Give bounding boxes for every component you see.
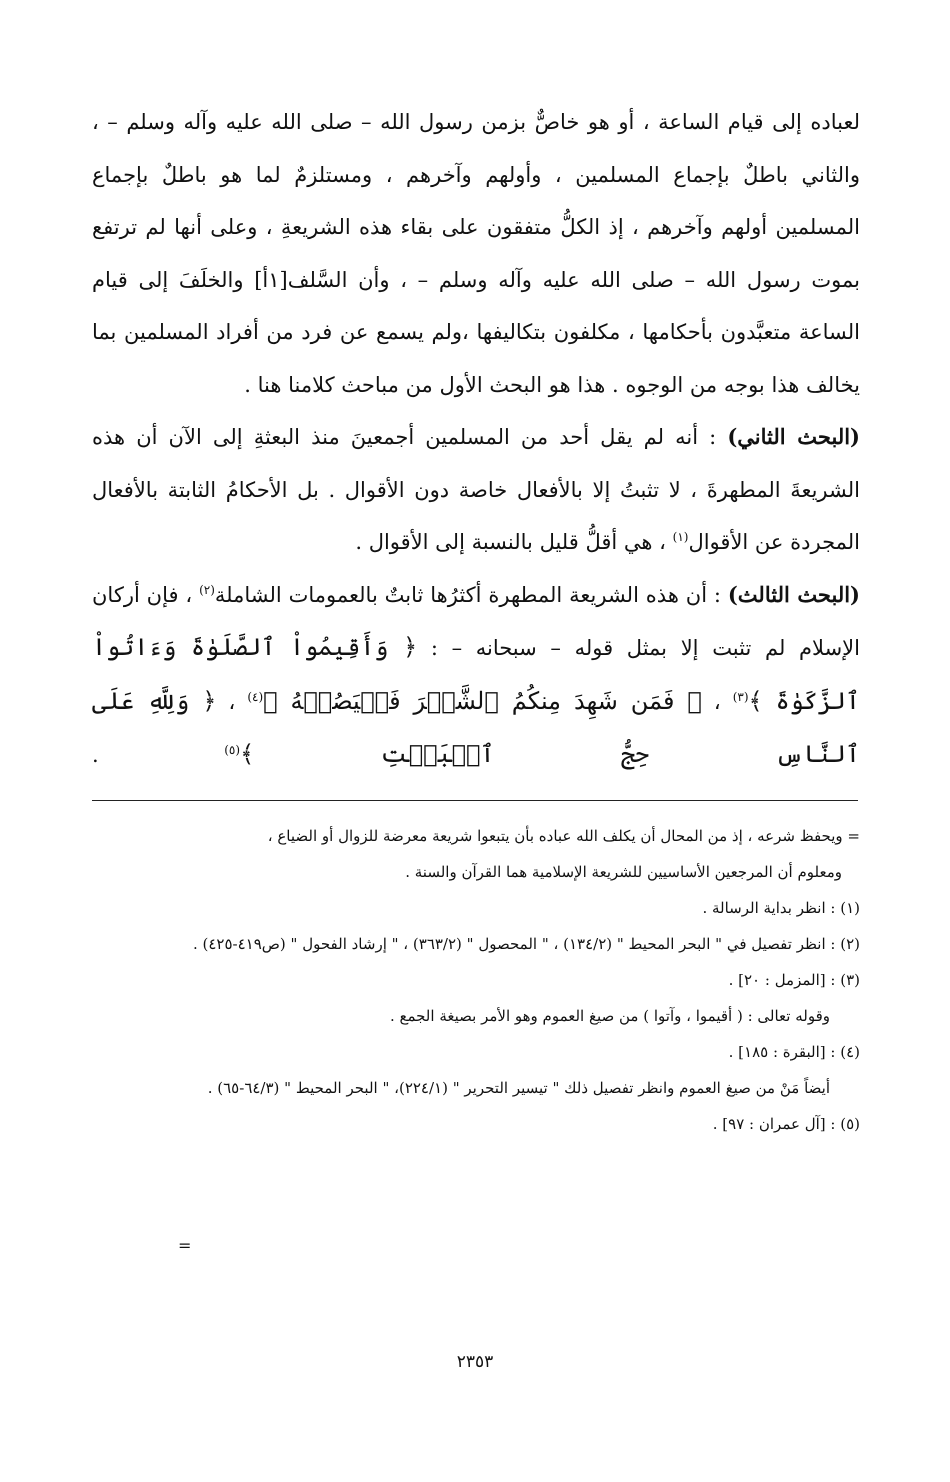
footnote-continuation-1: = ويحفظ شرعه ، إذ من المحال أن يكلف الله عباده بأن يتبعوا شريعة معرضة للزوال أو الضياع ، [267, 827, 860, 845]
continuation-mark: = [178, 1236, 192, 1255]
footnote-1: (١) : انظر بداية الرسالة . [702, 899, 860, 917]
footnote-continuation-2: ومعلوم أن المرجعين الأساسيين للشريعة الإسلامية هما القرآن والسنة . [405, 863, 842, 881]
paragraph-1: لعباده إلى قيام الساعة ، أو هو خاصٌّ بزمن رسول الله – صلى الله عليه وآله وسلم – ، والثاني باطلٌ بإجماع المسلمين ، وأولهم وآخرهم ، ومستلزمٌ لما هو باطلٌ بإجماع المسلمين أولهم وآخرهم ، إذ الكلُّ متفقون على بقاء هذه الشريعةِ ، وعلى أنها لم ترتفع بموت رسول الله – صلى الله عليه وآله وسلم – ، وأن السَّلف[١أ] والخلَفَ إلى قيام الساعة متعبَّدون بأحكامها ، مكلفون بتكاليفها ،ولم يسمع عن فرد من أفراد المسلمين بما يخالف هذا بوجه من الوجوه . هذا هو البحث الأول من مباحث كلامنا هنا . [92, 110, 860, 397]
quran-verse-2: ﴿ فَمَن شَهِدَ مِنكُمُ ٱلشَّهۡرَ فَلۡيَصُمۡهُ ﴾ [263, 686, 702, 715]
quran-verse-1: ﴿ وَأَقِيمُواْ ٱلصَّلَوٰةَ وَءَاتُواْ ٱلزَّكَوٰةَ ﴾ [92, 633, 860, 715]
footnote-3-note: وقوله تعالى : ( أقيموا ، وآتوا ) من صيغ العموم وهو الأمر بصيغة الجمع . [389, 1007, 830, 1025]
footnote-2: (٢) : انظر تفصيل في " البحر المحيط " (١٣٤/٢) ، " المحصول " (٣٦٣/٢) ، " إرشاد الفحول " (ص٤١٩-٤٢٥) . [192, 935, 860, 953]
main-text [92, 96, 860, 782]
footnote-ref-3[interactable]: (٣) [732, 689, 749, 704]
heading-third-section: (البحث الثالث) [727, 581, 860, 607]
separator-2: ، [216, 689, 248, 714]
heading-second-section: (البحث الثاني) [727, 424, 860, 449]
paragraph-3 [92, 569, 860, 782]
paragraph-3-body: : أن هذه الشريعة المطهرة أكثرُها ثابتٌ بالعمومات الشاملة [214, 582, 728, 607]
footnote-3: (٣) : [المزمل : ٢٠] . [728, 971, 860, 989]
footnote-ref-5[interactable]: (٥) [224, 743, 241, 757]
footnote-divider [92, 800, 858, 801]
paragraph-2 [92, 411, 860, 569]
footnote-ref-2[interactable]: (٢) [199, 582, 215, 597]
paragraph-3-end: . [92, 743, 225, 767]
footnote-5: (٥) : [آل عمران : ٩٧] . [712, 1115, 860, 1133]
footnote-4-note: أيضاً مَنْ من صيغ العموم وانظر تفصيل ذلك " تيسير التحرير " (٢٢٤/١)، " البحر المحيط " (٦٤/٣-٦٥) . [207, 1079, 830, 1097]
page-number: ٢٣٥٣ [456, 1352, 494, 1372]
footnote-ref-4[interactable]: (٤) [247, 689, 264, 704]
footnotes [92, 818, 860, 1142]
footnote-ref-1[interactable]: (١) [672, 530, 689, 544]
paragraph-2-end: ، هي أقلُّ قليل بالنسبة إلى الأقوال . [355, 530, 673, 554]
footnote-4: (٤) : [البقرة : ١٨٥] . [728, 1043, 860, 1061]
paragraph-2-body: : أنه لم يقل أحد من المسلمين أجمعينَ منذ البعثةِ إلى الآن أن هذه الشريعةَ المطهرةَ ، لا تثبتُ إلا بالأفعال خاصة دون الأقوال . بل الأحكامُ الثابتة بالأفعال المجردة عن الأقوال [92, 425, 860, 554]
quran-verse-3: ﴿ وَلِلَّهِ عَلَى ٱلنَّاسِ حِجُّ ٱلۡبَيۡتِ ﴾ [92, 686, 860, 768]
separator-1: ، [701, 689, 733, 714]
paragraph-3-body-2: ، فإن أركان الإسلام لم تثبت إلا بمثل قوله – سبحانه – : [92, 582, 860, 660]
